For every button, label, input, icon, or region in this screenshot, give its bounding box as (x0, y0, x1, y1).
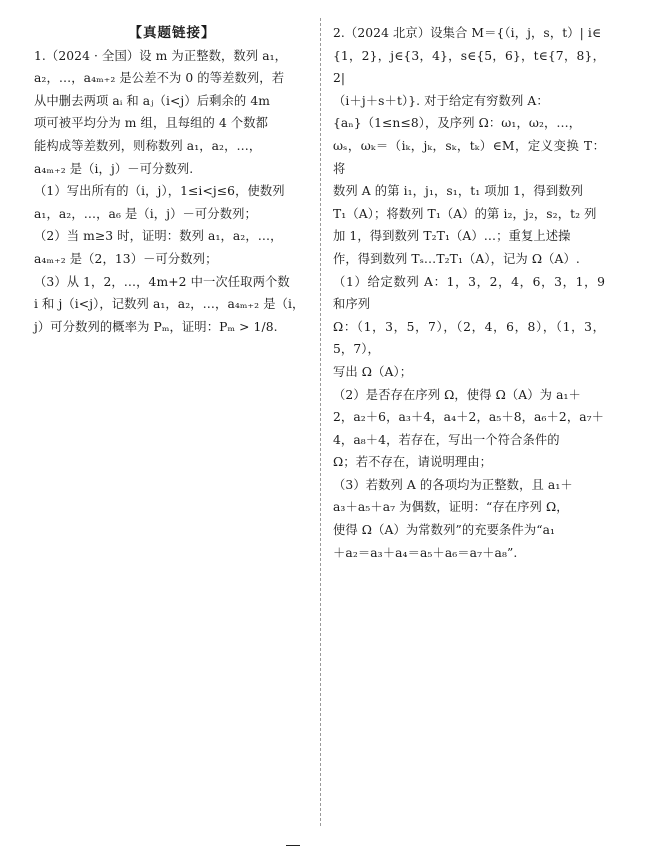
text-line: （2）是否存在序列 Ω，使得 Ω（A）为 a₁＋ (333, 387, 581, 402)
left-column (34, 22, 310, 338)
text-line: ωₛ，ωₖ＝（iₖ，jₖ，sₖ，tₖ）∈M，定义变换 T：将 (333, 138, 605, 176)
text-line: 4，a₈＋4，若存在，写出一个符合条件的 (333, 432, 560, 447)
text-line: （1）写出所有的（i，j），1≤i<j≤6，使数列 (34, 184, 285, 199)
text-line: {aₙ}（1≤n≤8），及序列 Ω：ω₁，ω₂，…， (333, 116, 582, 131)
text-line: a₃＋a₅＋a₇ 为偶数，证明：“存在序列 Ω， (333, 500, 569, 515)
text-line: T₁（A）；将数列 T₁（A）的第 i₂，j₂，s₂，t₂ 列 (333, 206, 597, 221)
text-line: （i＋j＋s＋t）}. 对于给定有穷数列 A： (333, 93, 549, 108)
column-divider (320, 18, 321, 826)
text-line: Ω：（1，3，5，7），（2，4，6，8），（1，3，5，7）， (333, 319, 605, 357)
text-line: i 和 j（i<j），记数列 a₁，a₂，…，a₄ₘ₊₂ 是（i， (34, 297, 305, 312)
text-line: a₂，…，a₄ₘ₊₂ 是公差不为 0 的等差数列，若 (34, 71, 285, 86)
text-line: a₄ₘ₊₂ 是（i，j）－可分数列. (34, 161, 194, 176)
text-line: 能构成等差数列，则称数列 a₁，a₂，…， (34, 138, 262, 153)
text-line: {1，2}，j∈{3，4}，s∈{5，6}，t∈{7，8}，2| (333, 48, 605, 86)
text-line: 加 1，得到数列 T₂T₁（A）…；重复上述操 (333, 229, 571, 244)
text-line: Ω；若不存在，请说明理由； (333, 455, 493, 470)
problem-1 (34, 45, 310, 339)
text-line: 2.（2024 北京）设集合 M＝{（i，j，s，t）| i∈ (333, 26, 602, 40)
section-header: 【真题链接】 (128, 25, 216, 41)
text-line: （2）当 m≥3 时，证明：数列 a₁，a₂，…， (34, 229, 283, 244)
text-line: ＋a₂＝a₃＋a₄＝a₅＋a₆＝a₇＋a₈”. (333, 545, 518, 560)
text-line: 作，得到数列 Tₛ…T₂T₁（A），记为 Ω（A）. (333, 251, 580, 266)
page-footer-mark (286, 845, 300, 846)
text-line: 从中删去两项 aᵢ 和 aⱼ（i<j）后剩余的 4m (34, 93, 271, 108)
text-line: （3）若数列 A 的各项均为正整数，且 a₁＋ (333, 477, 573, 492)
text-line: 数列 A 的第 i₁，j₁，s₁，t₁ 项加 1，得到数列 (333, 184, 584, 199)
problem-2 (333, 22, 605, 564)
text-line: 写出 Ω（A）； (333, 364, 413, 379)
text-line: j）可分数列的概率为 Pₘ，证明：Pₘ > 1/8. (34, 319, 278, 334)
text-line: 使得 Ω（A）为常数列”的充要条件为“a₁ (333, 523, 556, 538)
right-column (333, 22, 605, 564)
text-line: a₁，a₂，…，a₆ 是（i，j）－可分数列； (34, 206, 257, 221)
text-line: 项可被平均分为 m 组，且每组的 4 个数都 (34, 116, 269, 131)
text-line: （3）从 1，2，…，4m+2 中一次任取两个数 (34, 274, 290, 289)
text-line: 2，a₂＋6，a₃＋4，a₄＋2，a₅＋8，a₆＋2，a₇＋ (333, 410, 605, 425)
text-line: （1）给定数列 A：1，3，2，4，6，3，1，9 和序列 (333, 274, 605, 312)
text-line: a₄ₘ₊₂ 是（2，13）－可分数列； (34, 251, 218, 266)
text-line: 1.（2024 · 全国）设 m 为正整数，数列 a₁， (34, 48, 288, 63)
